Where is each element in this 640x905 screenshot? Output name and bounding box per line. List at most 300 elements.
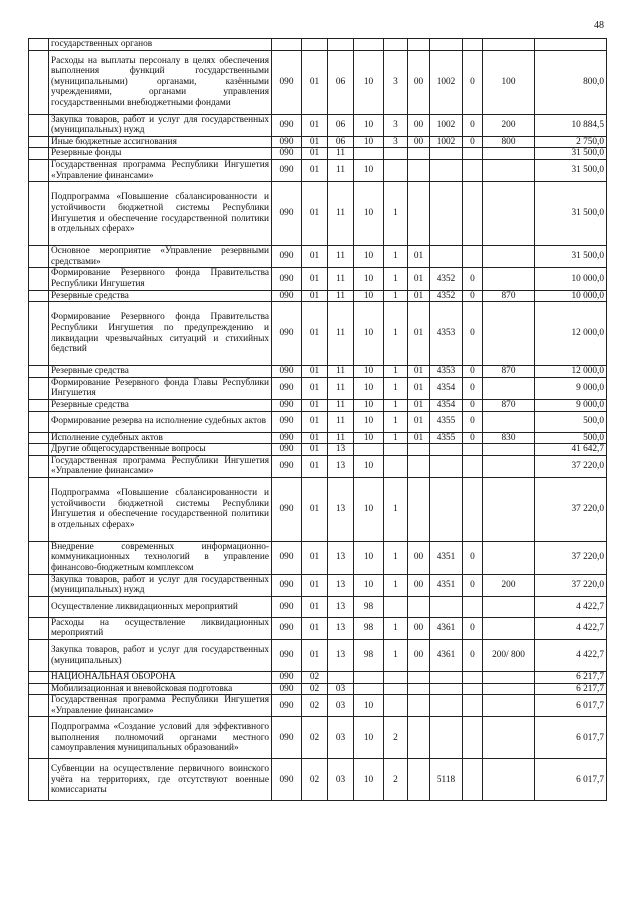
section-code: 01 (302, 290, 328, 302)
table-row (29, 136, 607, 148)
row-amount: 4 422,7 (535, 617, 607, 639)
program-code: 10 (354, 695, 384, 717)
row-amount: 6 017,7 (535, 759, 607, 801)
subsection-code: 11 (328, 399, 354, 411)
ministry-code (272, 39, 302, 51)
program-code: 10 (354, 477, 384, 541)
table-row (29, 246, 607, 268)
event-code: 01 (408, 268, 430, 290)
subprogram-code: 1 (384, 399, 408, 411)
extra-code (463, 596, 483, 617)
section-code: 01 (302, 114, 328, 136)
expense-type-code (483, 377, 535, 399)
expense-type-code (483, 477, 535, 541)
ministry-code: 090 (272, 290, 302, 302)
ministry-code: 090 (272, 574, 302, 596)
row-amount: 6 017,7 (535, 695, 607, 717)
direction-code (430, 717, 463, 759)
row-marker-cell (29, 617, 49, 639)
row-marker-cell (29, 574, 49, 596)
row-amount: 10 000,0 (535, 290, 607, 302)
row-marker-cell (29, 455, 49, 477)
row-description: Закупка товаров, работ и услуг для государственных (муниципальных) нужд (49, 114, 272, 136)
table-row (29, 114, 607, 136)
direction-code (430, 159, 463, 181)
ministry-code: 090 (272, 444, 302, 456)
section-code: 01 (302, 617, 328, 639)
row-marker-cell (29, 432, 49, 444)
table-row (29, 268, 607, 290)
event-code (408, 39, 430, 51)
row-description: Внедрение современных информационно-коммуникационных технологий в управление финансово-бюджетным комплексом (49, 541, 272, 574)
ministry-code: 090 (272, 455, 302, 477)
program-code: 10 (354, 50, 384, 114)
section-code: 01 (302, 302, 328, 366)
expense-type-code (483, 455, 535, 477)
extra-code (463, 695, 483, 717)
row-amount: 10 884,5 (535, 114, 607, 136)
direction-code: 4352 (430, 268, 463, 290)
subsection-code: 11 (328, 302, 354, 366)
direction-code (430, 39, 463, 51)
ministry-code: 090 (272, 759, 302, 801)
event-code (408, 683, 430, 695)
table-row (29, 477, 607, 541)
table-row (29, 695, 607, 717)
event-code: 01 (408, 377, 430, 399)
expense-type-code: 830 (483, 432, 535, 444)
direction-code: 1002 (430, 50, 463, 114)
event-code (408, 444, 430, 456)
row-marker-cell (29, 683, 49, 695)
event-code (408, 672, 430, 684)
subprogram-code: 1 (384, 574, 408, 596)
row-description: НАЦИОНАЛЬНАЯ ОБОРОНА (49, 672, 272, 684)
program-code: 10 (354, 290, 384, 302)
row-amount: 800,0 (535, 50, 607, 114)
program-code: 98 (354, 617, 384, 639)
row-description: Формирование Резервного фонда Правительства Республики Ингушетия по предупреждению и ликвидации чрезвычайных ситуаций и стихийных бедствий (49, 302, 272, 366)
subprogram-code: 1 (384, 302, 408, 366)
row-marker-cell (29, 366, 49, 378)
ministry-code: 090 (272, 432, 302, 444)
event-code (408, 148, 430, 160)
direction-code: 1002 (430, 114, 463, 136)
subprogram-code: 1 (384, 411, 408, 432)
event-code (408, 455, 430, 477)
section-code: 01 (302, 182, 328, 246)
expense-type-code (483, 148, 535, 160)
event-code: 01 (408, 432, 430, 444)
direction-code: 4354 (430, 399, 463, 411)
expense-type-code (483, 717, 535, 759)
subprogram-code (384, 39, 408, 51)
row-marker-cell (29, 444, 49, 456)
expense-type-code (483, 268, 535, 290)
program-code (354, 39, 384, 51)
event-code (408, 717, 430, 759)
row-amount: 31 500,0 (535, 246, 607, 268)
row-marker-cell (29, 695, 49, 717)
extra-code: 0 (463, 302, 483, 366)
expense-type-code: 200 (483, 114, 535, 136)
row-amount: 41 642,7 (535, 444, 607, 456)
section-code: 01 (302, 541, 328, 574)
subsection-code: 11 (328, 182, 354, 246)
row-marker-cell (29, 377, 49, 399)
section-code: 02 (302, 759, 328, 801)
program-code: 10 (354, 399, 384, 411)
ministry-code: 090 (272, 302, 302, 366)
section-code: 02 (302, 672, 328, 684)
row-marker-cell (29, 290, 49, 302)
subsection-code: 13 (328, 541, 354, 574)
event-code (408, 477, 430, 541)
section-code: 01 (302, 574, 328, 596)
expense-type-code (483, 182, 535, 246)
row-marker-cell (29, 399, 49, 411)
table-row (29, 432, 607, 444)
subprogram-code: 1 (384, 268, 408, 290)
expense-type-code (483, 444, 535, 456)
expense-type-code (483, 596, 535, 617)
row-marker-cell (29, 302, 49, 366)
extra-code (463, 148, 483, 160)
row-amount: 10 000,0 (535, 268, 607, 290)
expense-type-code: 870 (483, 366, 535, 378)
program-code: 10 (354, 759, 384, 801)
event-code: 01 (408, 246, 430, 268)
event-code: 00 (408, 541, 430, 574)
subprogram-code: 1 (384, 640, 408, 672)
row-amount: 37 220,0 (535, 477, 607, 541)
row-amount: 37 220,0 (535, 541, 607, 574)
expense-type-code: 800 (483, 136, 535, 148)
event-code (408, 759, 430, 801)
section-code: 01 (302, 399, 328, 411)
subsection-code: 11 (328, 246, 354, 268)
extra-code (463, 759, 483, 801)
extra-code (463, 717, 483, 759)
subprogram-code (384, 159, 408, 181)
row-description: Другие общегосударственные вопросы (49, 444, 272, 456)
direction-code: 4351 (430, 574, 463, 596)
row-description: Резервные фонды (49, 148, 272, 160)
row-marker-cell (29, 182, 49, 246)
row-amount: 500,0 (535, 432, 607, 444)
program-code: 10 (354, 246, 384, 268)
row-marker-cell (29, 672, 49, 684)
table-row (29, 290, 607, 302)
row-marker-cell (29, 50, 49, 114)
extra-code: 0 (463, 617, 483, 639)
row-marker-cell (29, 477, 49, 541)
table-row (29, 640, 607, 672)
row-description: Подпрограмма «Повышение сбалансированности и устойчивости бюджетной системы Республики Ингушетия и обеспечение государственной политики в отдельных сферах» (49, 477, 272, 541)
section-code: 01 (302, 477, 328, 541)
expense-type-code (483, 617, 535, 639)
row-marker-cell (29, 640, 49, 672)
table-row (29, 683, 607, 695)
row-marker-cell (29, 246, 49, 268)
row-description: Осуществление ликвидационных мероприятий (49, 596, 272, 617)
subprogram-code: 1 (384, 182, 408, 246)
row-description: Расходы на выплаты персоналу в целях обеспечения выполнения функций государственными (муниципальными) органами, казёнными учреждениями, органами управления государственными внебюджетными фондами (49, 50, 272, 114)
extra-code: 0 (463, 640, 483, 672)
table-row (29, 717, 607, 759)
direction-code (430, 148, 463, 160)
ministry-code: 090 (272, 695, 302, 717)
direction-code: 5118 (430, 759, 463, 801)
subprogram-code: 1 (384, 246, 408, 268)
event-code: 01 (408, 290, 430, 302)
row-amount: 2 750,0 (535, 136, 607, 148)
program-code: 10 (354, 377, 384, 399)
row-amount: 9 000,0 (535, 399, 607, 411)
ministry-code: 090 (272, 477, 302, 541)
subprogram-code: 2 (384, 759, 408, 801)
event-code: 00 (408, 136, 430, 148)
ministry-code: 090 (272, 640, 302, 672)
extra-code: 0 (463, 399, 483, 411)
event-code (408, 596, 430, 617)
expense-type-code (483, 159, 535, 181)
ministry-code: 090 (272, 411, 302, 432)
row-amount: 9 000,0 (535, 377, 607, 399)
section-code: 01 (302, 159, 328, 181)
section-code: 01 (302, 596, 328, 617)
direction-code: 4361 (430, 640, 463, 672)
expense-type-code: 870 (483, 290, 535, 302)
program-code: 10 (354, 717, 384, 759)
subsection-code: 11 (328, 411, 354, 432)
section-code: 02 (302, 695, 328, 717)
extra-code: 0 (463, 411, 483, 432)
subsection-code: 11 (328, 377, 354, 399)
table-row (29, 541, 607, 574)
subprogram-code: 2 (384, 717, 408, 759)
section-code: 02 (302, 717, 328, 759)
row-amount: 12 000,0 (535, 302, 607, 366)
row-amount (535, 39, 607, 51)
ministry-code: 090 (272, 377, 302, 399)
table-row (29, 159, 607, 181)
subsection-code: 03 (328, 695, 354, 717)
ministry-code: 090 (272, 672, 302, 684)
section-code: 01 (302, 444, 328, 456)
direction-code: 4353 (430, 366, 463, 378)
section-code: 01 (302, 432, 328, 444)
extra-code (463, 672, 483, 684)
subprogram-code: 1 (384, 432, 408, 444)
event-code: 01 (408, 302, 430, 366)
expense-type-code: 200/ 800 (483, 640, 535, 672)
table-row (29, 444, 607, 456)
event-code (408, 159, 430, 181)
table-row (29, 148, 607, 160)
ministry-code: 090 (272, 182, 302, 246)
subprogram-code (384, 148, 408, 160)
subsection-code: 03 (328, 683, 354, 695)
subprogram-code: 1 (384, 617, 408, 639)
ministry-code: 090 (272, 541, 302, 574)
row-description: Мобилизационная и вневойсковая подготовка (49, 683, 272, 695)
ministry-code: 090 (272, 596, 302, 617)
row-amount: 12 000,0 (535, 366, 607, 378)
extra-code (463, 683, 483, 695)
section-code: 01 (302, 411, 328, 432)
subsection-code: 11 (328, 148, 354, 160)
subsection-code: 11 (328, 290, 354, 302)
subsection-code: 03 (328, 759, 354, 801)
row-description: Закупка товаров, работ и услуг для государственных (муниципальных) (49, 640, 272, 672)
extra-code: 0 (463, 432, 483, 444)
row-amount: 6 217,7 (535, 683, 607, 695)
row-marker-cell (29, 148, 49, 160)
program-code: 10 (354, 366, 384, 378)
event-code: 00 (408, 640, 430, 672)
row-marker-cell (29, 411, 49, 432)
row-amount: 31 500,0 (535, 182, 607, 246)
direction-code: 4353 (430, 302, 463, 366)
row-description: Основное мероприятие «Управление резервными средствами» (49, 246, 272, 268)
ministry-code: 090 (272, 717, 302, 759)
subprogram-code (384, 455, 408, 477)
subsection-code: 03 (328, 717, 354, 759)
section-code: 01 (302, 136, 328, 148)
subsection-code: 11 (328, 268, 354, 290)
subsection-code: 13 (328, 596, 354, 617)
program-code: 10 (354, 268, 384, 290)
row-marker-cell (29, 159, 49, 181)
program-code: 10 (354, 541, 384, 574)
event-code: 01 (408, 399, 430, 411)
subprogram-code: 3 (384, 136, 408, 148)
extra-code (463, 246, 483, 268)
row-description: Резервные средства (49, 290, 272, 302)
event-code (408, 182, 430, 246)
row-amount: 4 422,7 (535, 640, 607, 672)
program-code: 10 (354, 574, 384, 596)
subsection-code: 13 (328, 444, 354, 456)
direction-code: 4351 (430, 541, 463, 574)
row-description: Подпрограмма «Создание условий для эффективного выполнения полномочий органами местного самоуправления муниципальных образований» (49, 717, 272, 759)
subsection-code: 11 (328, 366, 354, 378)
direction-code: 4361 (430, 617, 463, 639)
row-amount: 31 500,0 (535, 159, 607, 181)
program-code: 10 (354, 136, 384, 148)
subsection-code (328, 672, 354, 684)
row-marker-cell (29, 717, 49, 759)
row-description: Государственная программа Республики Ингушетия «Управление финансами» (49, 695, 272, 717)
expense-type-code (483, 672, 535, 684)
direction-code: 4355 (430, 432, 463, 444)
row-description: Формирование резерва на исполнение судебных актов (49, 411, 272, 432)
section-code (302, 39, 328, 51)
row-description: Закупка товаров, работ и услуг для государственных (муниципальных) нужд (49, 574, 272, 596)
row-description: Иные бюджетные ассигнования (49, 136, 272, 148)
row-marker-cell (29, 541, 49, 574)
table-row (29, 672, 607, 684)
ministry-code: 090 (272, 50, 302, 114)
extra-code: 0 (463, 114, 483, 136)
extra-code: 0 (463, 366, 483, 378)
extra-code: 0 (463, 268, 483, 290)
expense-type-code (483, 541, 535, 574)
row-amount: 31 500,0 (535, 148, 607, 160)
program-code: 10 (354, 114, 384, 136)
subsection-code: 06 (328, 50, 354, 114)
section-code: 01 (302, 148, 328, 160)
program-code: 98 (354, 640, 384, 672)
direction-code (430, 695, 463, 717)
event-code: 00 (408, 114, 430, 136)
extra-code (463, 159, 483, 181)
expense-type-code (483, 683, 535, 695)
subprogram-code: 1 (384, 377, 408, 399)
table-row (29, 182, 607, 246)
ministry-code: 090 (272, 114, 302, 136)
expense-type-code (483, 246, 535, 268)
table-row (29, 455, 607, 477)
event-code: 01 (408, 366, 430, 378)
extra-code (463, 182, 483, 246)
section-code: 01 (302, 268, 328, 290)
table-row (29, 39, 607, 51)
program-code (354, 672, 384, 684)
subsection-code: 06 (328, 136, 354, 148)
ministry-code: 090 (272, 366, 302, 378)
section-code: 01 (302, 246, 328, 268)
subsection-code: 13 (328, 455, 354, 477)
row-amount: 4 422,7 (535, 596, 607, 617)
ministry-code: 090 (272, 617, 302, 639)
section-code: 01 (302, 377, 328, 399)
subprogram-code (384, 672, 408, 684)
row-amount: 6 217,7 (535, 672, 607, 684)
row-description: Формирование Резервного фонда Правительства Республики Ингушетия (49, 268, 272, 290)
ministry-code: 090 (272, 246, 302, 268)
event-code: 00 (408, 617, 430, 639)
row-marker-cell (29, 268, 49, 290)
subsection-code: 11 (328, 159, 354, 181)
ministry-code: 090 (272, 268, 302, 290)
row-description: Резервные средства (49, 366, 272, 378)
direction-code (430, 477, 463, 541)
table-row (29, 50, 607, 114)
direction-code: 4352 (430, 290, 463, 302)
row-description: Государственная программа Республики Ингушетия «Управление финансами» (49, 159, 272, 181)
program-code (354, 148, 384, 160)
ministry-code: 090 (272, 148, 302, 160)
subsection-code: 11 (328, 432, 354, 444)
row-amount: 500,0 (535, 411, 607, 432)
row-description: Субвенции на осуществление первичного воинского учёта на территориях, где отсутствуют военные комиссариаты (49, 759, 272, 801)
event-code: 00 (408, 50, 430, 114)
extra-code: 0 (463, 50, 483, 114)
section-code: 01 (302, 366, 328, 378)
subprogram-code (384, 596, 408, 617)
ministry-code: 090 (272, 399, 302, 411)
table-row (29, 596, 607, 617)
row-marker-cell (29, 114, 49, 136)
subprogram-code (384, 695, 408, 717)
subprogram-code: 3 (384, 114, 408, 136)
program-code: 10 (354, 432, 384, 444)
expense-type-code (483, 39, 535, 51)
expense-type-code (483, 411, 535, 432)
row-description: Формирование Резервного фонда Главы Республики Ингушетия (49, 377, 272, 399)
